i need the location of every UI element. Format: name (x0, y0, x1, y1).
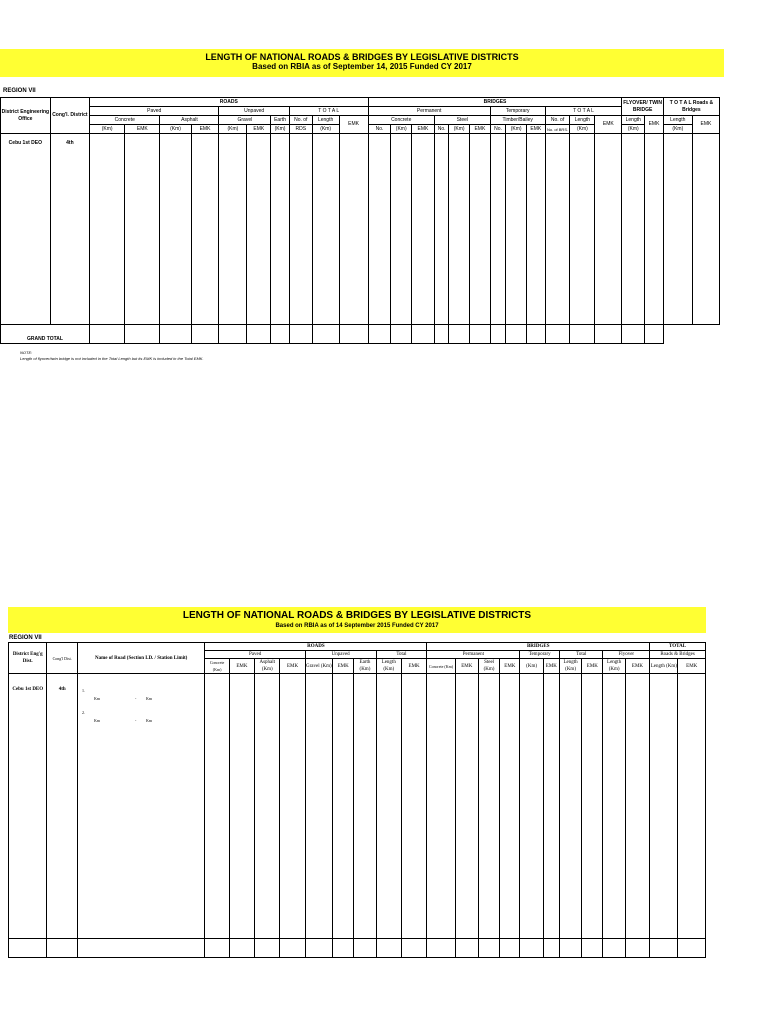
km-cell: (Km) (219, 125, 247, 134)
total-cell (526, 325, 545, 344)
data-cell (247, 134, 271, 325)
bridge-emk-header: EMK (595, 116, 622, 134)
data-cell (368, 134, 391, 325)
emk-header: EMK (333, 659, 354, 674)
form2-subtitle: Based on RBIA as of 14 September 2015 Funded CY 2017 (275, 623, 439, 629)
total-cell (412, 325, 435, 344)
data-cell (559, 674, 581, 939)
total-cell (434, 325, 449, 344)
emk-header: EMK (625, 659, 649, 674)
data-cell (622, 134, 645, 325)
data-cell (305, 674, 332, 939)
total-cell (205, 939, 229, 958)
roads-bridges-header: Roads & Bridges (650, 651, 706, 659)
timber-header: Timber/Bailey (490, 116, 545, 125)
unpaved-header: Unpaved (305, 651, 376, 659)
form1-title: LENGTH OF NATIONAL ROADS & BRIDGES BY LEGISLATIVE DISTRICTS (205, 52, 519, 62)
rds-cell: RDS (289, 125, 312, 134)
emk-header: EMK (543, 659, 559, 674)
km-cell: (Km) (271, 125, 290, 134)
form1-title-banner (0, 49, 724, 77)
emk-header: EMK (455, 659, 478, 674)
total-cell (354, 939, 376, 958)
form1-region-label: REGION VII (3, 88, 36, 94)
total-cell (427, 939, 455, 958)
road-km-start: Km (94, 718, 100, 723)
deo-cell: Cebu 1st DEO (1, 134, 51, 325)
asphalt-km-header: Asphalt (Km) (255, 659, 280, 674)
total-cell (449, 325, 470, 344)
km-cell: (Km) (391, 125, 412, 134)
data-cell (645, 134, 664, 325)
data-cell (545, 134, 570, 325)
data-cell (478, 674, 499, 939)
data-cell (692, 134, 719, 325)
roads-header: ROADS (205, 643, 427, 651)
data-cell (506, 134, 527, 325)
total-cell (376, 939, 401, 958)
total-cell (401, 939, 426, 958)
gravel-km-header: Gravel (Km) (305, 659, 332, 674)
total-cell (622, 325, 645, 344)
gravel-header: Gravel (219, 116, 271, 125)
data-cell (500, 674, 520, 939)
total-cell (490, 325, 506, 344)
col-deo-header: District Eng'g Dist. (9, 643, 47, 674)
note-label: NOTE: (20, 350, 33, 355)
data-cell (333, 674, 354, 939)
permanent-header: Permanent (427, 651, 520, 659)
no-cell: No. (434, 125, 449, 134)
road-number: 1. (82, 688, 85, 693)
no-of-brs-header: No. of (545, 116, 570, 125)
earth-km-header: Earth (Km) (354, 659, 376, 674)
total-cell (595, 325, 622, 344)
data-cell (205, 674, 229, 939)
emk-header: EMK (582, 659, 603, 674)
earth-header: Earth (271, 116, 290, 125)
data-cell (229, 674, 254, 939)
data-cell (455, 674, 478, 939)
temporary-header: Temporary (490, 107, 545, 116)
data-cell (354, 674, 376, 939)
total-rb-header: T O T A L Roads & Bridges (663, 98, 719, 116)
total-cell (219, 325, 247, 344)
brs-cell: No. of BRS. (546, 126, 569, 132)
steel-km-header: Steel (Km) (478, 659, 499, 674)
form2-title: LENGTH OF NATIONAL ROADS & BRIDGES BY LEGISLATIVE DISTRICTS (182, 610, 532, 621)
total-top-header: TOTAL (650, 643, 706, 651)
data-cell (90, 134, 125, 325)
length-km-header: Length (Km) (603, 659, 625, 674)
data-cell (289, 134, 312, 325)
total-cell (339, 325, 368, 344)
district-cell: 4th (47, 674, 77, 939)
data-cell (376, 674, 401, 939)
data-cell (312, 134, 339, 325)
total-cell (305, 939, 332, 958)
data-cell (427, 674, 455, 939)
bridges-total-header: Total (559, 651, 603, 659)
form2-table (8, 642, 706, 958)
emk-header: EMK (229, 659, 254, 674)
rb-length-header: Length (663, 116, 692, 125)
data-cell (625, 674, 649, 939)
roads-total-header: T O T A L (289, 107, 368, 116)
paved-header: Paved (205, 651, 305, 659)
concrete-header: Concrete (90, 116, 160, 125)
total-cell (77, 939, 205, 958)
total-cell (9, 939, 47, 958)
data-cell (663, 134, 692, 325)
emk-header: EMK (339, 116, 368, 134)
length-km-header: Length (Km) (650, 659, 678, 674)
data-cell (603, 674, 625, 939)
emk-header: EMK (678, 659, 706, 674)
paved-header: Paved (90, 107, 219, 116)
rb-emk-header: EMK (692, 116, 719, 134)
km-cell: (Km) (570, 125, 595, 134)
km-cell: (Km) (663, 125, 692, 134)
road-number: 2. (82, 710, 85, 715)
total-cell (160, 325, 191, 344)
grand-total-label: GRAND TOTAL (1, 325, 90, 344)
total-cell (678, 939, 706, 958)
data-cell (271, 134, 290, 325)
deo-cell: Cebu 1st DEO (9, 674, 47, 939)
total-cell (247, 325, 271, 344)
roads-total-header: Total (376, 651, 427, 659)
no-cell: No. (490, 125, 506, 134)
total-cell (191, 325, 219, 344)
total-cell (455, 939, 478, 958)
data-cell (401, 674, 426, 939)
road-km-start: Km (94, 696, 100, 701)
emk-cell: EMK (125, 125, 160, 134)
total-cell (271, 325, 290, 344)
flyover-header: Flyover (603, 651, 650, 659)
col-road-name-header: Name of Road (Section I.D. / Station Limit) (77, 643, 205, 674)
data-cell (160, 134, 191, 325)
total-cell (229, 939, 254, 958)
temporary-header: Temporary (520, 651, 559, 659)
length-km-header: Length (Km) (376, 659, 401, 674)
emk-cell: EMK (526, 125, 545, 134)
total-cell (625, 939, 649, 958)
form1-table (0, 97, 720, 344)
total-cell (645, 325, 664, 344)
km-cell: (Km) (160, 125, 191, 134)
data-cell (449, 134, 470, 325)
form1-note (20, 350, 204, 362)
total-cell (543, 939, 559, 958)
total-cell (312, 325, 339, 344)
length-header: Length (312, 116, 339, 125)
road-km-dash: - (135, 718, 137, 723)
note-text: Length of flyover/twin bridge is not included in the Total Length but its EMK is included in the Total EMK. (20, 356, 204, 361)
total-cell (545, 325, 570, 344)
total-cell (391, 325, 412, 344)
col-cong-header: Cong'l. District (50, 98, 89, 134)
data-cell (570, 134, 595, 325)
bridges-header: BRIDGES (427, 643, 650, 651)
total-cell (506, 325, 527, 344)
total-cell (47, 939, 77, 958)
total-cell (470, 325, 491, 344)
road-name-cell (77, 674, 205, 939)
data-cell (582, 674, 603, 939)
emk-cell: EMK (191, 125, 219, 134)
concrete-km-header: Concrete (Km) (205, 659, 229, 674)
data-cell (490, 134, 506, 325)
data-cell (280, 674, 305, 939)
asphalt-header: Asphalt (160, 116, 219, 125)
district-cell: 4th (50, 134, 89, 325)
form1-subtitle: Based on RBIA as of September 14, 2015 Funded CY 2017 (252, 62, 472, 71)
fly-length-header: Length (622, 116, 645, 125)
emk-cell: EMK (247, 125, 271, 134)
km-header: (Km) (520, 659, 543, 674)
data-cell (339, 134, 368, 325)
total-cell (280, 939, 305, 958)
bridge-length-header: Length (570, 116, 595, 125)
concrete-km-header: Concrete (Km) (427, 659, 455, 674)
km-cell: (Km) (506, 125, 527, 134)
bridges-header: BRIDGES (368, 98, 622, 107)
emk-header: EMK (280, 659, 305, 674)
road-km-end: Km (146, 696, 152, 701)
unpaved-header: Unpaved (219, 107, 289, 116)
total-cell (90, 325, 125, 344)
total-cell (255, 939, 280, 958)
emk-header: EMK (500, 659, 520, 674)
form2-region-label: REGION VII (9, 635, 42, 641)
road-km-dash: - (135, 696, 137, 701)
data-cell (412, 134, 435, 325)
total-cell (289, 325, 312, 344)
data-cell (125, 134, 160, 325)
data-cell (470, 134, 491, 325)
no-of-header: No. of (289, 116, 312, 125)
data-cell (595, 134, 622, 325)
data-cell (219, 134, 247, 325)
data-cell (678, 674, 706, 939)
total-cell (500, 939, 520, 958)
km-cell: (Km) (90, 125, 125, 134)
total-cell (603, 939, 625, 958)
data-cell (255, 674, 280, 939)
col-cong-header: Cong'l Dist. (47, 643, 77, 674)
permanent-header: Permanent (368, 107, 490, 116)
data-cell (526, 134, 545, 325)
bridges-total-header: T O T A L (545, 107, 622, 116)
total-cell (478, 939, 499, 958)
form2-title-banner (8, 607, 706, 633)
km-cell: (Km) (312, 125, 339, 134)
data-cell (191, 134, 219, 325)
total-cell (368, 325, 391, 344)
col-deo-header: District Engineering Office (1, 98, 51, 134)
flyover-header: FLYOVER/ TWIN BRIDGE (622, 98, 663, 116)
total-cell (559, 939, 581, 958)
data-cell (520, 674, 543, 939)
km-cell: (Km) (622, 125, 645, 134)
total-cell (570, 325, 595, 344)
road-km-end: Km (146, 718, 152, 723)
roads-header: ROADS (90, 98, 369, 107)
steel-header: Steel (434, 116, 490, 125)
total-cell (650, 939, 678, 958)
data-cell (434, 134, 449, 325)
emk-header: EMK (401, 659, 426, 674)
data-cell (391, 134, 412, 325)
no-cell: No. (368, 125, 391, 134)
emk-cell: EMK (470, 125, 491, 134)
concrete-bridge-header: Concrete (368, 116, 434, 125)
data-cell (650, 674, 678, 939)
total-cell (125, 325, 160, 344)
total-cell (582, 939, 603, 958)
total-cell (520, 939, 543, 958)
emk-cell: EMK (412, 125, 435, 134)
length-km-header: Length (Km) (559, 659, 581, 674)
data-cell (543, 674, 559, 939)
total-cell (333, 939, 354, 958)
fly-emk-header: EMK (645, 116, 664, 134)
km-cell: (Km) (449, 125, 470, 134)
